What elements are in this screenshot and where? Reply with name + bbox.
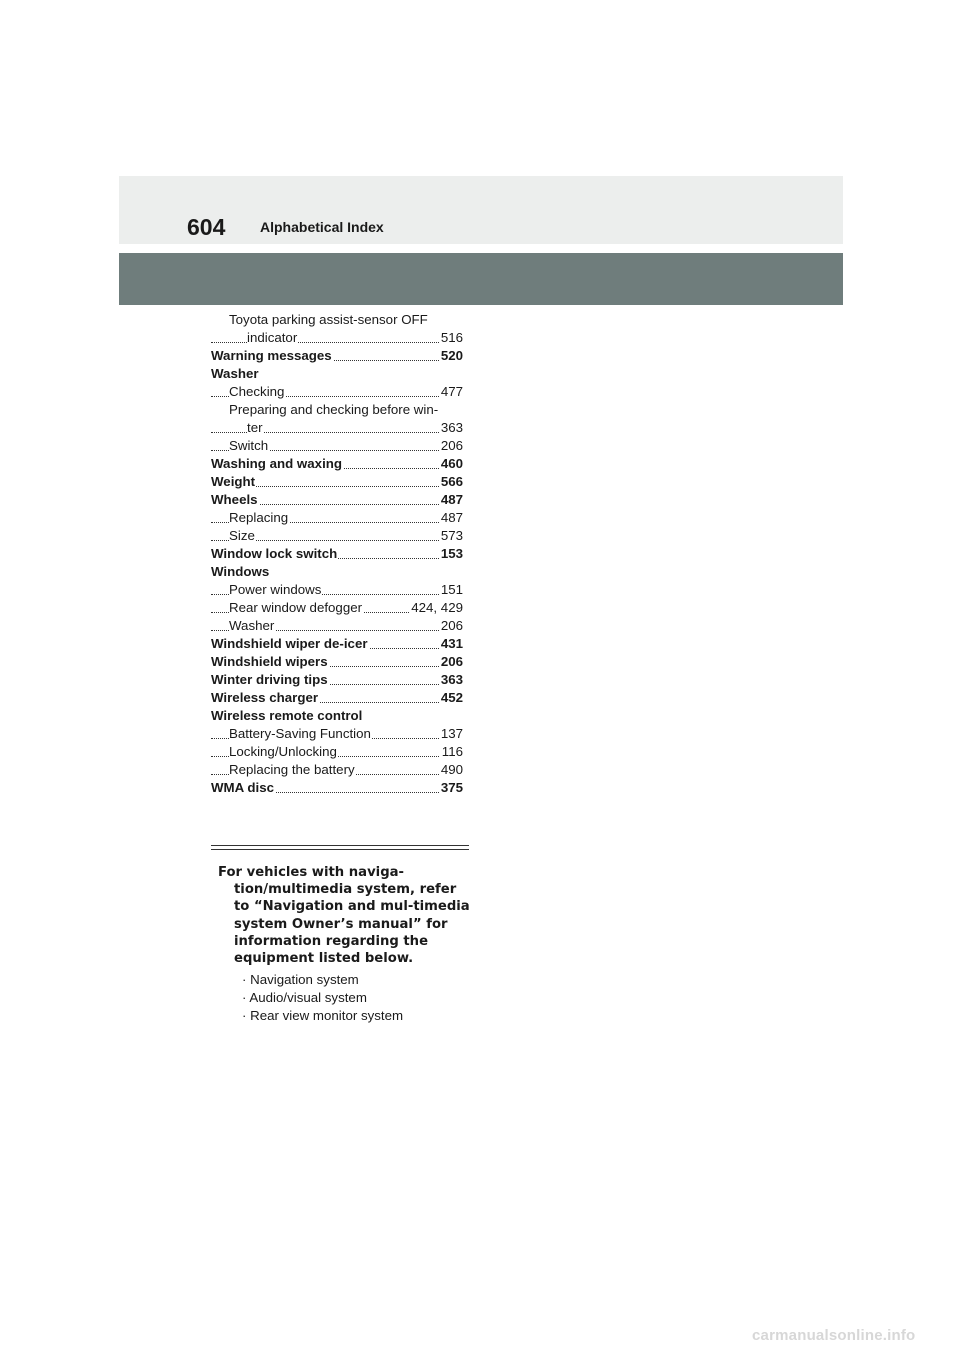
- index-entry: [211, 491, 463, 509]
- index-entry-label: WMA disc: [211, 780, 275, 795]
- index-entry-page: 477: [440, 384, 463, 399]
- index-entry-page: 151: [440, 582, 463, 597]
- index-entry-page: 424, 429: [411, 600, 463, 615]
- index-entry-label: Preparing and checking before win-: [229, 402, 439, 417]
- index-entry-page: 490: [440, 762, 463, 777]
- index-entry-label: indicator: [247, 330, 298, 345]
- index-entry-page: 375: [440, 780, 463, 795]
- index-entry-label: Size: [229, 528, 255, 543]
- index-entry: [211, 365, 463, 383]
- watermark: carmanualsonline.info: [752, 1327, 916, 1344]
- index-entry: [211, 401, 463, 419]
- index-entry-label: Replacing the battery: [229, 762, 355, 777]
- index-entry-label: Switch: [229, 438, 269, 453]
- index-entry-label: Window lock switch: [211, 546, 338, 561]
- index-entry-label: Replacing: [229, 510, 289, 525]
- index-entry-label: Washer: [229, 618, 275, 633]
- equipment-item: · Rear view monitor system: [242, 1008, 404, 1024]
- index-entry-label: Checking: [229, 384, 285, 399]
- index-entry: [211, 635, 463, 653]
- index-entry-label: Washing and waxing: [211, 456, 343, 471]
- index-entry: [211, 743, 463, 761]
- index-entry-label: Battery-Saving Function: [229, 726, 371, 741]
- index-entry-label: Winter driving tips: [211, 672, 328, 687]
- equipment-item: · Audio/visual system: [242, 990, 367, 1006]
- index-entry: [211, 437, 463, 455]
- index-entry-page: 206: [440, 654, 463, 669]
- index-entry-label: Wheels: [211, 492, 258, 507]
- equipment-item: · Navigation system: [242, 972, 359, 988]
- index-entry-label: Weight: [211, 474, 256, 489]
- index-entry-label: Locking/Unlocking: [229, 744, 337, 759]
- index-entry: [211, 725, 463, 743]
- equipment-list: [218, 971, 470, 1025]
- index-entry-label: Toyota parking assist-sensor OFF: [229, 312, 428, 327]
- index-entry-label: Rear window defogger: [229, 600, 363, 615]
- index-entry: [211, 761, 463, 779]
- note-text: For vehicles with naviga-tion/multimedia system, refer to “Navigation and mul-timedia system Owner’s manual” for information regarding the equipment listed below.: [218, 865, 470, 967]
- index-entry: [211, 473, 463, 491]
- index-entry: [211, 545, 463, 563]
- index-entry: [211, 527, 463, 545]
- section-banner: [119, 253, 843, 305]
- index-entry-page: 460: [440, 456, 463, 471]
- index-entry-page: 363: [440, 420, 463, 435]
- index-entry-page: 516: [440, 330, 463, 345]
- index-entry-page: 487: [440, 510, 463, 525]
- alphabetical-index-list: [211, 311, 463, 797]
- index-entry-label: Power windows: [229, 582, 322, 597]
- index-entry-page: 566: [440, 474, 463, 489]
- index-entry: [211, 347, 463, 365]
- index-entry: [211, 689, 463, 707]
- index-entry-page: 206: [440, 438, 463, 453]
- index-entry-page: 452: [440, 690, 463, 705]
- index-entry: [211, 329, 463, 347]
- index-entry: [211, 671, 463, 689]
- index-entry-label: Windshield wiper de-icer: [211, 636, 368, 651]
- index-entry: [211, 707, 463, 725]
- index-entry-page: 206: [440, 618, 463, 633]
- page-number: 604: [187, 214, 226, 240]
- index-entry: [211, 581, 463, 599]
- index-entry-page: 431: [440, 636, 463, 651]
- index-entry-label: Wireless charger: [211, 690, 319, 705]
- index-entry-label: Windshield wipers: [211, 654, 328, 669]
- index-entry: [211, 563, 463, 581]
- index-entry: [211, 617, 463, 635]
- index-entry: [211, 383, 463, 401]
- index-entry: [211, 509, 463, 527]
- divider-rule: [211, 849, 469, 850]
- index-entry-label: Washer: [211, 366, 259, 381]
- index-entry: [211, 419, 463, 437]
- index-entry: [211, 653, 463, 671]
- index-entry-label: Warning messages: [211, 348, 332, 363]
- index-entry-label: ter: [247, 420, 263, 435]
- index-entry-page: 573: [440, 528, 463, 543]
- index-entry: [211, 779, 463, 797]
- index-entry: [211, 599, 463, 617]
- index-entry-page: 363: [440, 672, 463, 687]
- header-band: [119, 176, 843, 244]
- divider-rule: [211, 845, 469, 846]
- index-entry-page: 487: [440, 492, 463, 507]
- index-entry-label: Windows: [211, 564, 270, 579]
- section-title: Alphabetical Index: [260, 219, 384, 235]
- index-entry: [211, 311, 463, 329]
- navigation-note: [218, 864, 470, 1025]
- index-entry-label: Wireless remote control: [211, 708, 363, 723]
- index-entry-page: 116: [441, 744, 463, 759]
- index-entry-page: 153: [440, 546, 463, 561]
- index-entry-page: 520: [440, 348, 463, 363]
- index-entry: [211, 455, 463, 473]
- index-entry-page: 137: [440, 726, 463, 741]
